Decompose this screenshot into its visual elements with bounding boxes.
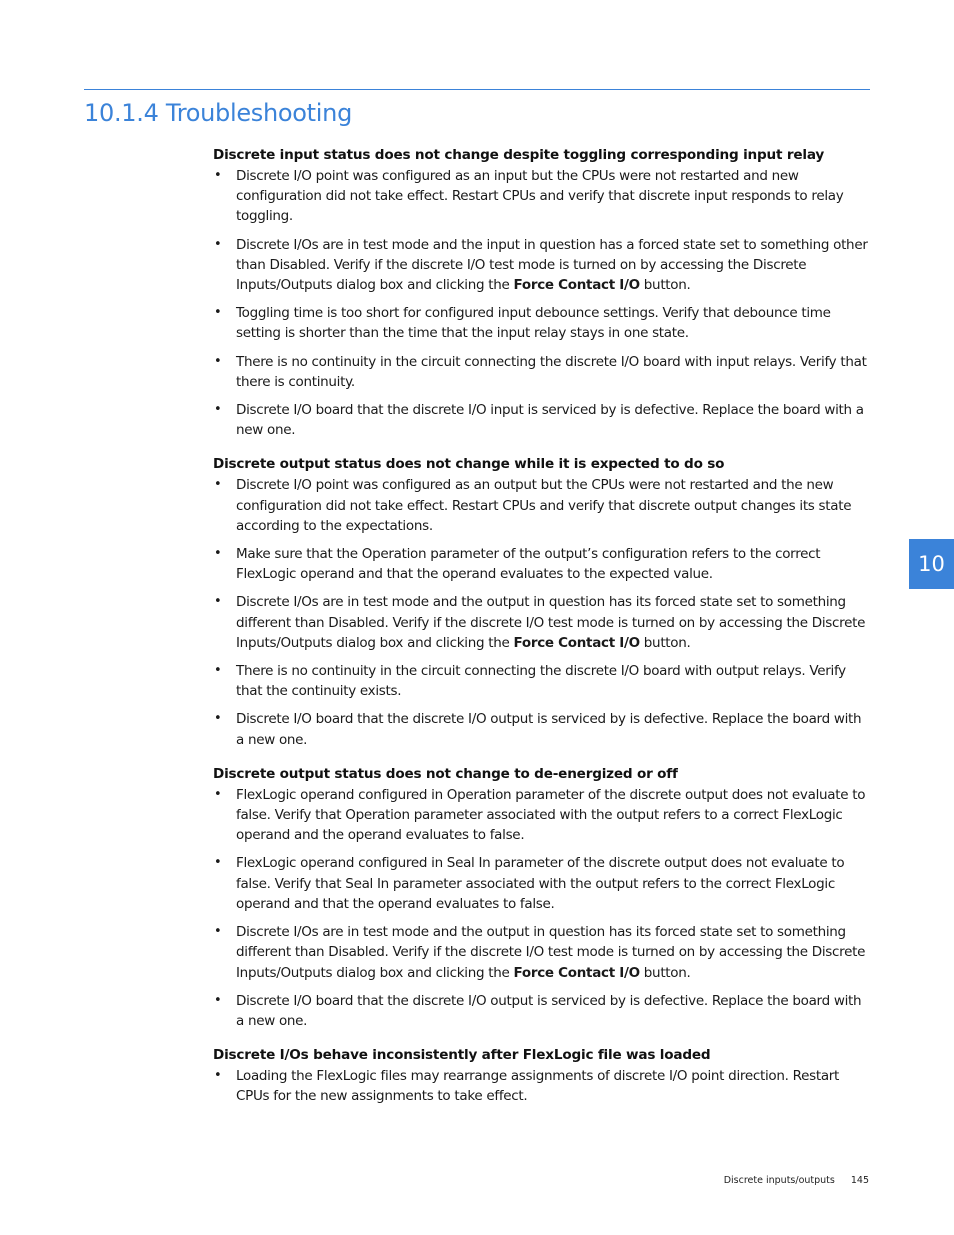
group-heading: Discrete input status does not change despite toggling corresponding input relay (213, 147, 825, 163)
item-text: Discrete I/O board that the discrete I/O output is serviced by is defective. Replace the board with a new one. (236, 711, 862, 748)
item-text: There is no continuity in the circuit connecting the discrete I/O board with output relays. Verify that the continuity exists. (236, 663, 846, 700)
bullet-list (213, 1066, 870, 1106)
list-item (213, 661, 870, 701)
list-item (213, 166, 870, 227)
button-name-reference: Force Contact I/O (513, 964, 640, 981)
troubleshooting-content (213, 145, 870, 1121)
list-item (213, 991, 870, 1031)
bullet-list (213, 475, 870, 749)
troubleshooting-group (213, 454, 870, 749)
list-item (213, 352, 870, 392)
bullet-list (213, 785, 870, 1031)
button-name-reference: Force Contact I/O (513, 277, 640, 294)
bullet-icon: • (214, 855, 222, 871)
bullet-icon: • (214, 992, 222, 1008)
group-heading: Discrete output status does not change while it is expected to do so (213, 456, 725, 473)
list-item (213, 853, 870, 914)
list-item (213, 303, 870, 343)
item-text: Toggling time is too short for configured input debounce settings. Verify that debounce time setting is shorter than the time that the input relay stays in one state. (236, 305, 831, 342)
list-item (213, 235, 870, 296)
list-item (213, 475, 870, 536)
list-item (213, 1066, 870, 1106)
bullet-list (213, 166, 870, 440)
list-item (213, 544, 870, 584)
item-text-end: button. (639, 964, 691, 981)
item-text: Discrete I/Os are in test mode and the output in question has its forced state set to something different than Disabled. Verify if the discrete I/O test mode is turned on by accessing the Discrete Inputs/Outputs dialog box and clicking the (236, 924, 866, 981)
bullet-icon: • (214, 711, 222, 727)
bullet-icon: • (214, 594, 222, 610)
item-text: There is no continuity in the circuit connecting the discrete I/O board with input relays. Verify that there is continuity. (236, 353, 867, 390)
bullet-icon: • (214, 305, 222, 321)
item-text: Make sure that the Operation parameter of the output’s configuration refers to the correct FlexLogic operand and that the operand evaluates to the expected value. (236, 546, 821, 583)
footer-section-name: Discrete inputs/outputs (723, 1175, 835, 1186)
list-item (213, 592, 870, 653)
list-item (213, 785, 870, 846)
bullet-icon: • (214, 168, 222, 183)
bullet-icon: • (214, 1068, 222, 1084)
list-item (213, 922, 870, 983)
item-text: Discrete I/O point was configured as an output but the CPUs were not restarted and the new configuration did not take effect. Restart CPUs and verify that discrete output changes its state according to the expectations. (236, 477, 852, 534)
item-text: Discrete I/Os are in test mode and the input in question has a forced state set to something other than Disabled. Verify if the discrete I/O test mode is turned on by accessing the Discrete Inputs/Outputs dialog box and clicking the (236, 236, 868, 294)
group-heading: Discrete I/Os behave inconsistently after FlexLogic file was loaded (213, 1047, 711, 1064)
item-text: FlexLogic operand configured in Seal In parameter of the discrete output does not evaluate to false. Verify that Seal In parameter associated with the output refers to the correct FlexLogic operand and that the operand evaluates to false. (236, 855, 845, 912)
item-text: Loading the FlexLogic files may rearrange assignments of discrete I/O point direction. Restart CPUs for the new assignments to take effect. (236, 1068, 840, 1105)
bullet-icon: • (214, 924, 222, 940)
group-heading: Discrete output status does not change to de-energized or off (213, 765, 678, 782)
button-name-reference: Force Contact I/O (513, 634, 640, 651)
chapter-tab: 10 (909, 539, 954, 589)
item-text: Discrete I/O board that the discrete I/O input is serviced by is defective. Replace the board with a new one. (236, 402, 864, 439)
section-title: 10.1.4 Troubleshooting (84, 99, 353, 127)
troubleshooting-group (213, 1045, 870, 1106)
item-text-end: button. (639, 634, 691, 651)
item-text: Discrete I/O board that the discrete I/O output is serviced by is defective. Replace the board with a new one. (236, 992, 862, 1029)
list-item (213, 709, 870, 749)
bullet-icon: • (214, 546, 222, 562)
troubleshooting-group (213, 145, 870, 440)
bullet-icon: • (214, 353, 222, 369)
item-text-end: button. (639, 277, 691, 294)
list-item (213, 400, 870, 440)
bullet-icon: • (214, 786, 222, 802)
page-footer (724, 1175, 869, 1187)
bullet-icon: • (214, 477, 222, 493)
bullet-icon: • (214, 236, 222, 252)
section-top-rule (84, 89, 870, 90)
item-text: Discrete I/Os are in test mode and the output in question has its forced state set to something different than Disabled. Verify if the discrete I/O test mode is turned on by accessing the Discrete Inputs/Outputs dialog box and clicking the (236, 594, 866, 651)
item-text: Discrete I/O point was configured as an input but the CPUs were not restarted and new configuration did not take effect. Restart CPUs and verify that discrete input responds to relay toggling. (236, 168, 844, 225)
item-text: FlexLogic operand configured in Operation parameter of the discrete output does not evaluate to false. Verify that Operation parameter associated with the output refers to a correct FlexLogic operand and the operand evaluates to false. (236, 786, 866, 844)
bullet-icon: • (214, 663, 222, 679)
bullet-icon: • (214, 402, 222, 418)
troubleshooting-group (213, 764, 870, 1031)
footer-page-number: 145 (850, 1175, 869, 1186)
